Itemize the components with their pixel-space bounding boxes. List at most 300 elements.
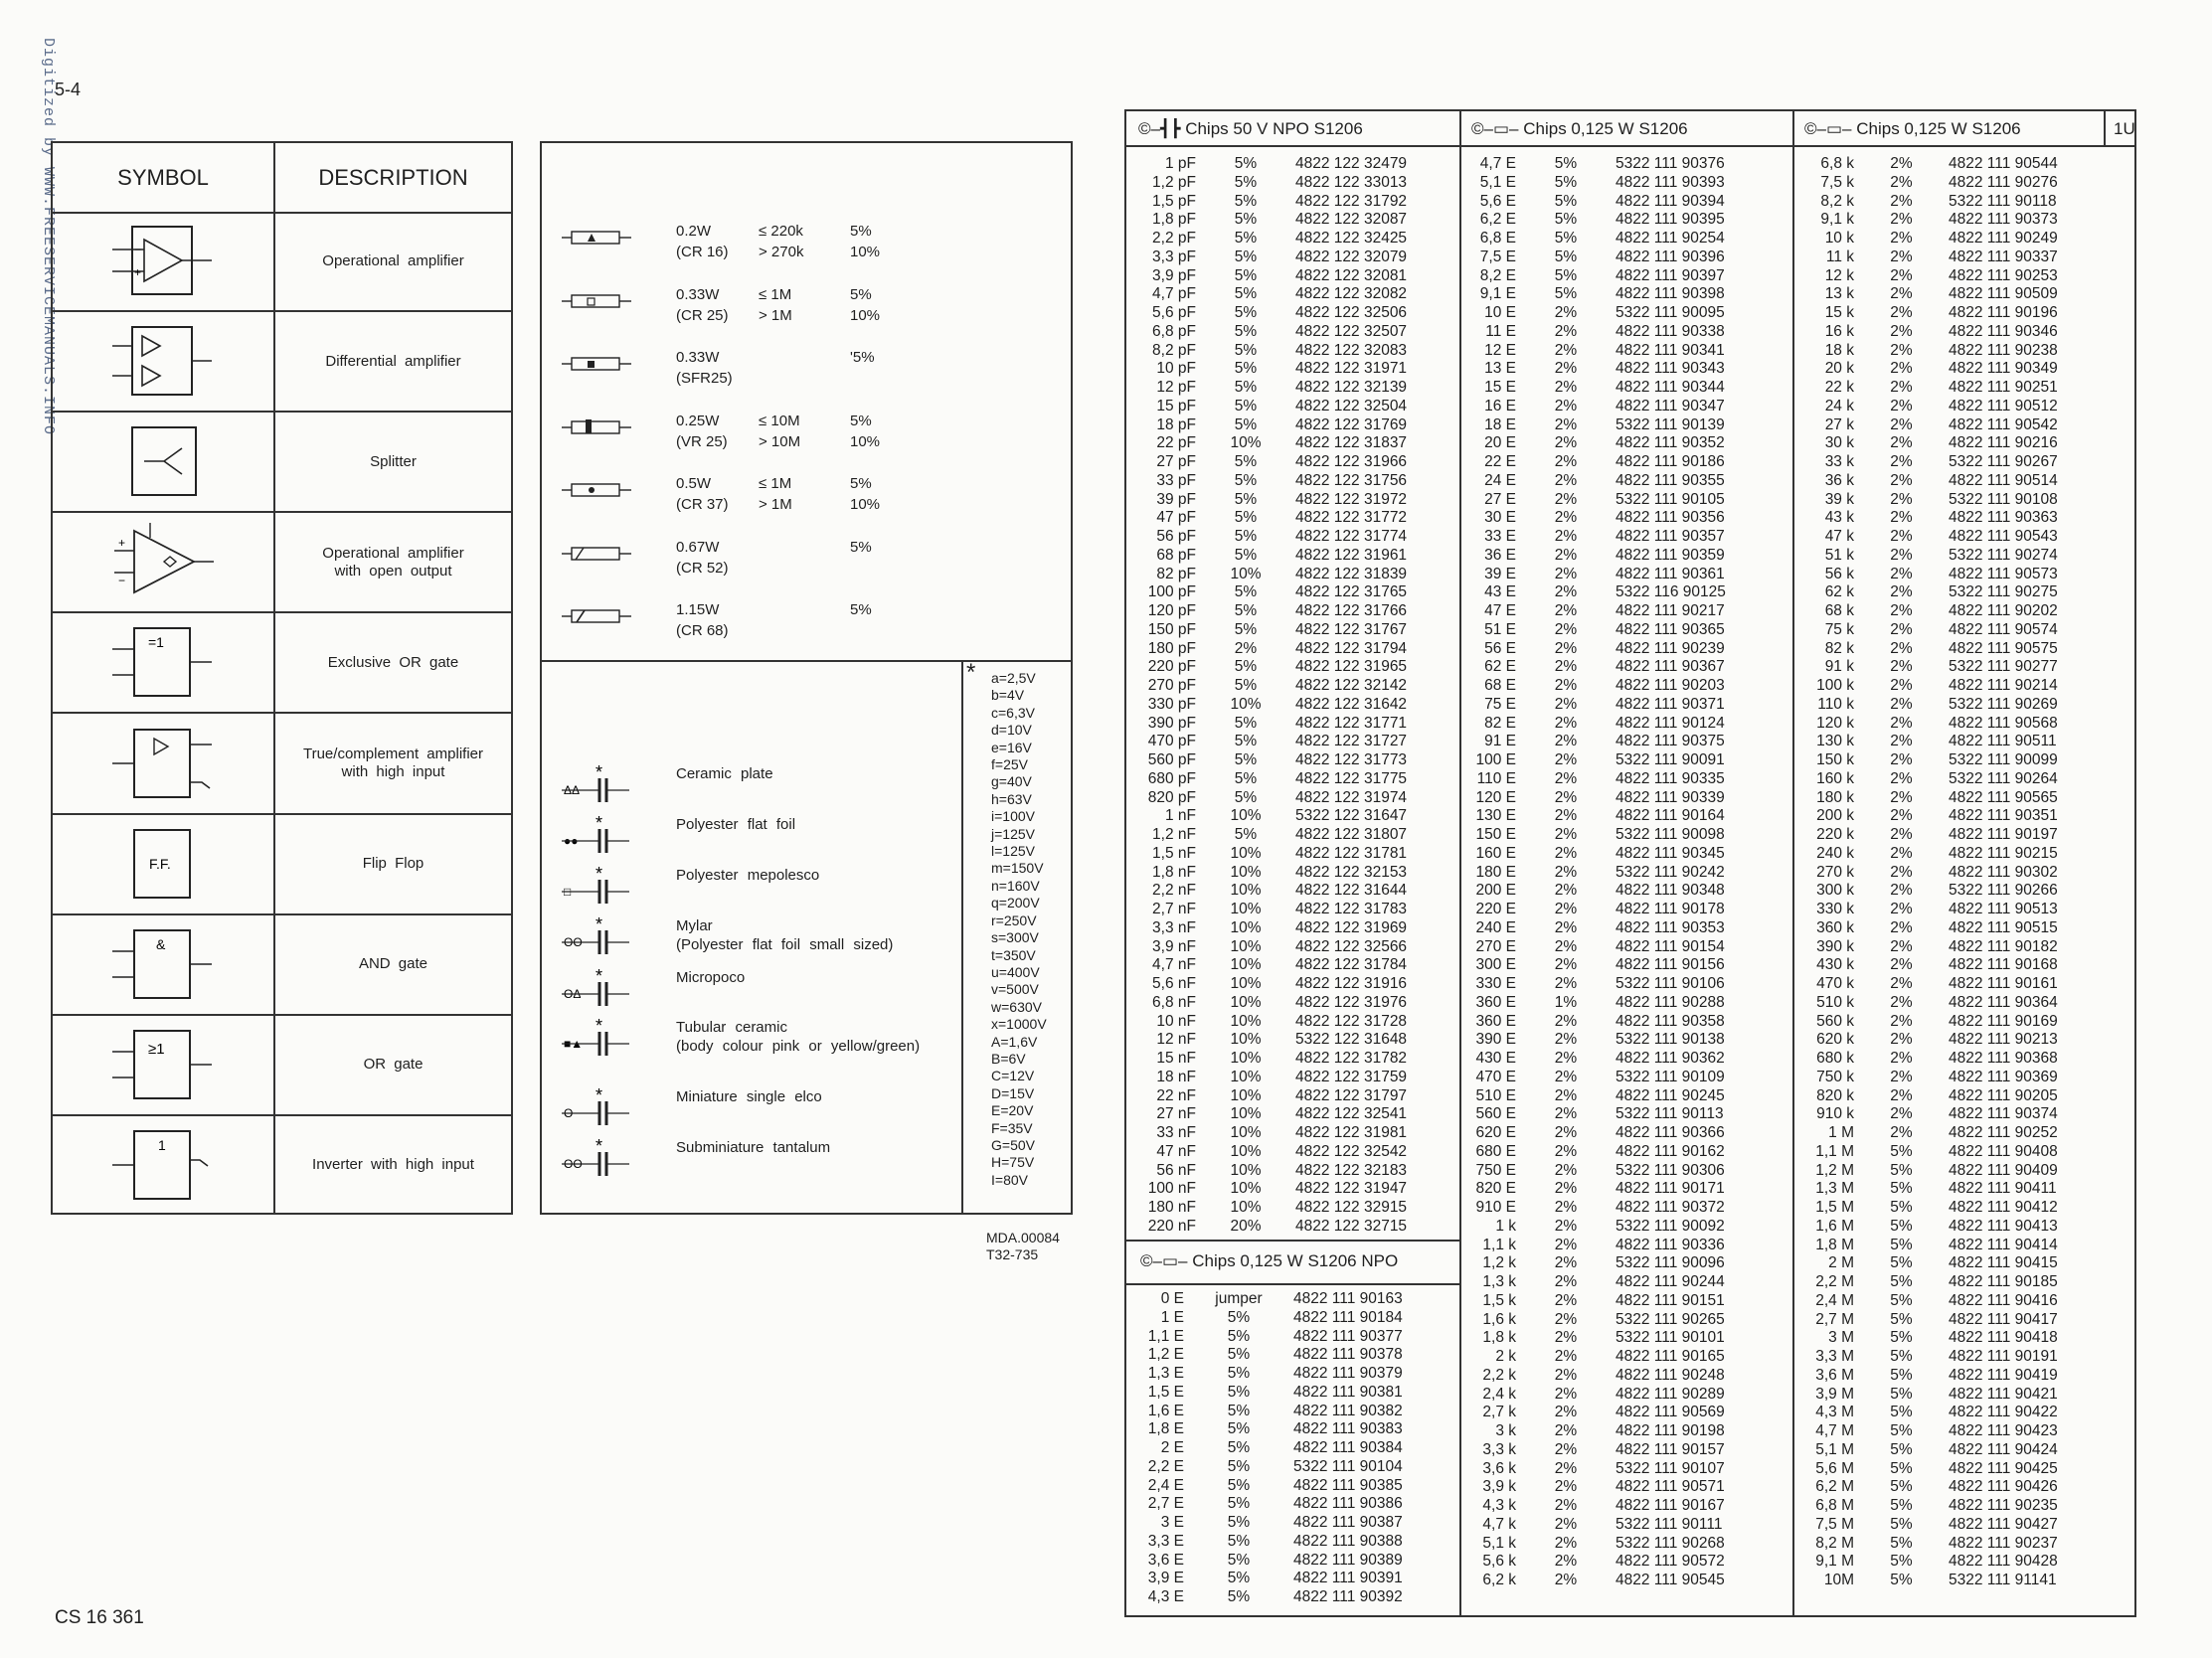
resistor-tolerance: 5% 10% <box>850 285 881 324</box>
part-code: 4822 111 90369 <box>1949 1068 2058 1085</box>
part-value: 43 k <box>1824 509 1854 527</box>
part-value: 33 E <box>1484 528 1516 545</box>
part-value: 10 E <box>1484 304 1516 321</box>
header-col2 <box>1471 119 1688 139</box>
part-row <box>1794 1162 2058 1181</box>
part-tolerance: 2% <box>1554 1366 1578 1384</box>
part-value: 2,7 M <box>1815 1310 1854 1328</box>
part-tolerance: 5% <box>1227 1514 1251 1531</box>
part-value: 3,6 M <box>1815 1366 1854 1384</box>
symbol-row <box>53 513 511 613</box>
voltage-code: C=12V <box>991 1068 1035 1084</box>
part-code: 4822 111 90378 <box>1293 1346 1403 1364</box>
part-tolerance: 10% <box>1230 1161 1262 1179</box>
part-code: 4822 111 90124 <box>1616 714 1725 732</box>
part-tolerance: 5% <box>1554 155 1578 172</box>
part-value: 430 E <box>1475 1050 1516 1067</box>
part-value: 2 M <box>1828 1254 1854 1272</box>
part-tolerance: 10% <box>1230 918 1262 936</box>
part-tolerance: 5% <box>1227 1420 1251 1438</box>
part-value: 1 M <box>1828 1124 1854 1141</box>
part-code: 4822 111 90543 <box>1949 528 2058 545</box>
part-tolerance: 2% <box>1890 360 1913 378</box>
symbol-column-header: SYMBOL <box>117 165 209 190</box>
part-value: 6,8 k <box>1820 155 1854 172</box>
symbol-description: AND gate <box>358 955 428 973</box>
part-value: 91 E <box>1484 733 1516 750</box>
part-code: 4822 111 90165 <box>1616 1348 1725 1365</box>
resistor-spec: 0.67W (CR 52) <box>676 538 729 577</box>
part-row <box>1794 285 2058 304</box>
part-code: 4822 122 32082 <box>1295 285 1408 303</box>
part-row <box>1126 1588 1403 1607</box>
part-code: 4822 122 31783 <box>1295 901 1408 917</box>
part-code: 4822 111 90371 <box>1616 695 1725 713</box>
part-row <box>1794 621 2058 640</box>
part-row <box>1126 1533 1403 1552</box>
part-code: 4822 122 31767 <box>1295 620 1408 638</box>
part-code: 4822 111 90423 <box>1949 1422 2058 1439</box>
part-row <box>1794 1050 2058 1069</box>
part-row <box>1126 919 1407 938</box>
part-tolerance: 2% <box>1554 1273 1578 1290</box>
voltage-code: t=350V <box>991 946 1036 963</box>
part-code: 4822 111 90361 <box>1616 565 1725 582</box>
part-row <box>1461 1105 1726 1124</box>
part-tolerance: 5% <box>1234 360 1258 378</box>
part-code: 4822 111 90163 <box>1293 1290 1403 1307</box>
part-row <box>1794 751 2058 770</box>
part-tolerance: 5% <box>1234 285 1258 303</box>
opamp-icon <box>92 222 232 301</box>
part-code: 4822 111 90542 <box>1949 415 2058 433</box>
part-value: 1,1 M <box>1815 1142 1854 1160</box>
part-value: 5,6 M <box>1815 1459 1854 1477</box>
part-code: 4822 111 90239 <box>1616 639 1725 657</box>
part-value: 240 E <box>1475 918 1516 936</box>
part-tolerance: 2% <box>1554 918 1578 936</box>
part-code: 4822 122 32566 <box>1295 937 1408 955</box>
part-value: 13 E <box>1484 360 1516 378</box>
part-tolerance: 10% <box>1230 434 1262 452</box>
part-code: 4822 111 90413 <box>1949 1217 2058 1235</box>
part-value: 130 E <box>1475 807 1516 825</box>
part-row <box>1461 1535 1726 1554</box>
part-tolerance: 5% <box>1890 1254 1913 1272</box>
part-value: 82 k <box>1824 639 1854 657</box>
part-tolerance: 2% <box>1554 1217 1578 1235</box>
part-code: 4822 111 90215 <box>1949 844 2058 862</box>
part-value: 27 k <box>1824 415 1854 433</box>
part-tolerance: 2% <box>1890 993 1913 1011</box>
part-code: 4822 111 90358 <box>1616 1012 1725 1030</box>
part-tolerance: 2% <box>1890 714 1913 732</box>
part-row <box>1461 1367 1726 1386</box>
part-row <box>1461 472 1726 491</box>
part-row <box>1126 583 1407 602</box>
part-code: 4822 111 90412 <box>1949 1199 2058 1216</box>
part-value: 1,5 M <box>1815 1199 1854 1216</box>
header-col3 <box>1804 119 2021 139</box>
part-tolerance: 2% <box>1554 1440 1578 1458</box>
part-code: 4822 111 90162 <box>1616 1142 1725 1160</box>
part-code: 4822 122 32081 <box>1295 266 1408 284</box>
part-value: 8,2 pF <box>1152 341 1196 359</box>
true-complement-amplifier-icon <box>92 725 232 804</box>
part-row <box>1126 1403 1403 1421</box>
symbol-table <box>51 141 513 1215</box>
part-value: 1,2 nF <box>1152 826 1196 843</box>
part-row <box>1794 975 2058 994</box>
part-code: 4822 111 90415 <box>1949 1254 2058 1272</box>
part-tolerance: 5% <box>1227 1365 1251 1382</box>
part-tolerance: 5% <box>1227 1495 1251 1513</box>
svg-text:□: □ <box>564 885 572 899</box>
part-row <box>1794 304 2058 323</box>
part-code: 4822 111 90339 <box>1616 788 1725 806</box>
part-tolerance: 5% <box>1890 1310 1913 1328</box>
part-value: 3,3 E <box>1147 1532 1184 1550</box>
part-code: 4822 111 90154 <box>1616 937 1725 955</box>
part-value: 560 pF <box>1147 751 1196 768</box>
part-row <box>1461 1031 1726 1050</box>
part-tolerance: 5% <box>1227 1308 1251 1326</box>
symbol-row <box>53 715 511 815</box>
part-code: 5322 111 90275 <box>1949 583 2058 601</box>
part-row <box>1794 1031 2058 1050</box>
part-tolerance: 2% <box>1554 695 1578 713</box>
resistor-list-b <box>1794 155 2058 1590</box>
part-row <box>1461 1311 1726 1330</box>
part-code: 4822 111 90398 <box>1616 285 1725 303</box>
part-tolerance: 2% <box>1890 471 1913 489</box>
part-tolerance: 10% <box>1230 844 1262 862</box>
part-tolerance: 5% <box>1234 211 1258 229</box>
part-row <box>1794 864 2058 883</box>
part-row <box>1794 770 2058 789</box>
part-tolerance: 5% <box>1234 714 1258 732</box>
part-tolerance: jumper <box>1215 1290 1263 1307</box>
part-row <box>1461 789 1726 808</box>
part-row <box>1794 1404 2058 1422</box>
resistor-tolerance: 5% <box>850 538 872 556</box>
voltage-code: c=6,3V <box>991 704 1035 721</box>
capacitor-label: Mylar (Polyester flat foil small sized) <box>676 917 894 953</box>
part-tolerance: 2% <box>1890 918 1913 936</box>
part-value: 8,2 E <box>1479 266 1516 284</box>
part-row <box>1461 566 1726 584</box>
part-row <box>1126 491 1407 510</box>
part-row <box>1126 509 1407 528</box>
part-row <box>1794 509 2058 528</box>
part-value: 5,6 k <box>1482 1553 1516 1571</box>
part-row <box>1794 826 2058 845</box>
part-code: 4822 111 90214 <box>1949 677 2058 694</box>
part-code: 4822 122 32139 <box>1295 379 1408 396</box>
part-code: 4822 111 90205 <box>1949 1086 2058 1104</box>
part-value: 68 E <box>1484 677 1516 694</box>
resistor-range: ≤ 1M > 1M <box>759 475 792 513</box>
part-code: 4822 111 90386 <box>1293 1495 1403 1513</box>
part-value: 4,7 pF <box>1152 285 1196 303</box>
part-row <box>1794 882 2058 901</box>
capacitor-label: Polyester mepolesco <box>676 867 820 884</box>
part-row <box>1794 1516 2058 1535</box>
part-row <box>1126 1218 1407 1237</box>
part-tolerance: 2% <box>1554 769 1578 787</box>
drawing-reference <box>986 1230 1060 1263</box>
symbol-row <box>53 915 511 1016</box>
part-tolerance: 2% <box>1890 620 1913 638</box>
part-value: 3,9 k <box>1482 1478 1516 1496</box>
col3-title: Chips 0,125 W S1206 <box>1856 119 2021 138</box>
part-value: 1,6 M <box>1815 1217 1854 1235</box>
part-row <box>1461 434 1726 453</box>
part-tolerance: 5% <box>1227 1551 1251 1569</box>
part-code: 5322 111 90113 <box>1616 1105 1724 1123</box>
svg-text:*: * <box>596 916 603 934</box>
svg-text:*: * <box>596 866 603 884</box>
part-tolerance: 2% <box>1890 322 1913 340</box>
part-value: 3,9 E <box>1147 1570 1184 1587</box>
part-code: 5322 111 90277 <box>1949 658 2058 676</box>
capacitor-list <box>1126 155 1407 1237</box>
part-tolerance: 2% <box>1234 639 1258 657</box>
part-value: 300 k <box>1816 882 1854 900</box>
part-code: 4822 122 31772 <box>1295 509 1408 527</box>
part-tolerance: 2% <box>1554 863 1578 881</box>
part-tolerance: 2% <box>1554 620 1578 638</box>
part-code: 4822 111 90568 <box>1949 714 2058 732</box>
part-value: 4,7 E <box>1479 155 1516 172</box>
voltage-code: f=25V <box>991 756 1028 773</box>
part-code: 4822 122 31981 <box>1295 1124 1408 1141</box>
part-value: 3 M <box>1828 1329 1854 1347</box>
part-value: 330 E <box>1475 975 1516 992</box>
part-row <box>1794 1535 2058 1554</box>
part-code: 4822 111 90252 <box>1949 1124 2058 1141</box>
part-tolerance: 5% <box>1554 266 1578 284</box>
part-code: 4822 111 90575 <box>1949 639 2058 657</box>
resistor-square-icon <box>562 288 641 318</box>
part-value: 3,3 M <box>1815 1348 1854 1365</box>
svg-text:*: * <box>596 815 603 833</box>
part-value: 1 pF <box>1164 155 1196 172</box>
part-value: 4,3 M <box>1815 1404 1854 1421</box>
part-tolerance: 2% <box>1890 863 1913 881</box>
part-row <box>1126 1069 1407 1087</box>
part-row <box>1126 1290 1403 1309</box>
symbol-description: OR gate <box>363 1056 424 1074</box>
part-row <box>1126 1365 1403 1384</box>
part-row <box>1126 1143 1407 1162</box>
part-row <box>1461 1050 1726 1069</box>
part-code: 4822 111 90424 <box>1949 1440 2058 1458</box>
part-tolerance: 2% <box>1890 173 1913 191</box>
part-tolerance: 2% <box>1554 583 1578 601</box>
part-tolerance: 10% <box>1230 1068 1262 1085</box>
svg-text:●●: ●● <box>564 834 579 848</box>
part-code: 4822 111 90425 <box>1949 1459 2058 1477</box>
part-tolerance: 5% <box>1890 1422 1913 1439</box>
part-code: 4822 111 90388 <box>1293 1532 1403 1550</box>
part-tolerance: 5% <box>1890 1553 1913 1571</box>
part-tolerance: 2% <box>1554 901 1578 917</box>
part-row <box>1461 1497 1726 1516</box>
part-row <box>1461 1069 1726 1087</box>
part-row <box>1461 155 1726 174</box>
part-value: 39 pF <box>1156 490 1196 508</box>
part-row <box>1126 621 1407 640</box>
part-value: 15 nF <box>1156 1050 1196 1067</box>
capacitor-chip-icon: ©–┫┣ <box>1138 119 1181 138</box>
part-row <box>1461 583 1726 602</box>
resistor-list-a <box>1461 155 1726 1590</box>
part-tolerance: 2% <box>1554 1515 1578 1533</box>
part-code: 4822 111 90345 <box>1616 844 1725 862</box>
part-tolerance: 2% <box>1890 1068 1913 1085</box>
part-code: 4822 122 32425 <box>1295 230 1408 247</box>
part-tolerance: 5% <box>1234 826 1258 843</box>
part-value: 39 k <box>1824 490 1854 508</box>
part-tolerance: 5% <box>1890 1161 1913 1179</box>
part-tolerance: 10% <box>1230 863 1262 881</box>
part-tolerance: 5% <box>1890 1478 1913 1496</box>
part-tolerance: 5% <box>1234 490 1258 508</box>
voltage-code: a=2,5V <box>991 670 1036 686</box>
part-row <box>1126 826 1407 845</box>
part-row <box>1126 715 1407 734</box>
part-row <box>1794 491 2058 510</box>
voltage-code: D=15V <box>991 1084 1035 1101</box>
part-value: 6,8 E <box>1479 230 1516 247</box>
part-tolerance: 2% <box>1554 714 1578 732</box>
part-code: 4822 111 90359 <box>1616 546 1725 564</box>
part-value: 51 k <box>1824 546 1854 564</box>
part-code: 4822 111 90249 <box>1949 230 2058 247</box>
part-tolerance: 5% <box>1890 1572 1913 1588</box>
part-tolerance: 2% <box>1554 397 1578 414</box>
part-value: 1,2 pF <box>1152 173 1196 191</box>
part-tolerance: 5% <box>1227 1383 1251 1401</box>
part-row <box>1461 975 1726 994</box>
part-value: 22 nF <box>1156 1086 1196 1104</box>
part-row <box>1794 155 2058 174</box>
part-code: 4822 122 32715 <box>1295 1217 1408 1235</box>
subheader-title <box>1140 1251 1398 1271</box>
part-code: 4822 122 32504 <box>1295 397 1408 414</box>
part-row <box>1794 398 2058 416</box>
part-row <box>1461 285 1726 304</box>
part-code: 4822 122 31797 <box>1295 1086 1408 1104</box>
part-tolerance: 5% <box>1234 230 1258 247</box>
part-tolerance: 2% <box>1554 1422 1578 1439</box>
part-row <box>1794 789 2058 808</box>
part-code: 4822 111 90373 <box>1949 211 2058 229</box>
part-code: 5322 111 90139 <box>1616 415 1725 433</box>
part-value: 820 E <box>1475 1180 1516 1198</box>
part-value: 82 E <box>1484 714 1516 732</box>
part-tolerance: 5% <box>1554 248 1578 265</box>
part-value: 2,7 k <box>1482 1404 1516 1421</box>
part-row <box>1461 621 1726 640</box>
part-tolerance: 2% <box>1554 1572 1578 1588</box>
resistor-slash-icon <box>562 541 641 571</box>
part-value: 2,4 E <box>1147 1476 1184 1494</box>
part-value: 1,8 E <box>1147 1420 1184 1438</box>
part-code: 4822 111 90363 <box>1949 509 2058 527</box>
part-tolerance: 2% <box>1554 882 1578 900</box>
part-value: 6,8 pF <box>1152 322 1196 340</box>
part-code: 5322 111 90109 <box>1616 1068 1725 1085</box>
part-value: 51 E <box>1484 620 1516 638</box>
part-value: 120 pF <box>1147 602 1196 619</box>
part-code: 5322 111 90105 <box>1616 490 1725 508</box>
capacitor-row <box>542 1087 959 1131</box>
part-tolerance: 5% <box>1234 769 1258 787</box>
part-value: 13 k <box>1824 285 1854 303</box>
part-tolerance: 2% <box>1554 602 1578 619</box>
part-row <box>1461 1199 1726 1218</box>
part-row <box>1126 1346 1403 1365</box>
part-value: 15 E <box>1484 379 1516 396</box>
part-value: 510 E <box>1475 1086 1516 1104</box>
part-tolerance: 5% <box>1890 1199 1913 1216</box>
part-code: 4822 111 90513 <box>1949 901 2058 917</box>
document-code: CS 16 361 <box>55 1607 144 1628</box>
resistor-spec: 1.15W (CR 68) <box>676 601 729 639</box>
part-tolerance: 2% <box>1554 1385 1578 1403</box>
part-code: 4822 122 31756 <box>1295 471 1408 489</box>
part-value: 43 E <box>1484 583 1516 601</box>
part-code: 5322 111 90264 <box>1949 769 2058 787</box>
part-code: 4822 111 90157 <box>1616 1440 1725 1458</box>
part-row <box>1461 696 1726 715</box>
part-code: 4822 111 90197 <box>1949 826 2058 843</box>
part-row <box>1794 379 2058 398</box>
part-code: 5322 111 90096 <box>1616 1254 1725 1272</box>
part-tolerance: 10% <box>1230 1105 1262 1123</box>
part-value: 110 k <box>1817 695 1854 713</box>
part-value: 20 k <box>1824 360 1854 378</box>
voltage-code: n=160V <box>991 877 1040 894</box>
part-code: 4822 111 90237 <box>1949 1534 2058 1552</box>
part-value: 510 k <box>1816 993 1854 1011</box>
part-tolerance: 2% <box>1890 211 1913 229</box>
part-tolerance: 2% <box>1554 565 1578 582</box>
part-value: 200 E <box>1475 882 1516 900</box>
part-code: 4822 111 90572 <box>1616 1553 1725 1571</box>
part-row <box>1461 509 1726 528</box>
part-value: 20 E <box>1484 434 1516 452</box>
part-row <box>1126 1309 1403 1328</box>
part-value: 30 E <box>1484 509 1516 527</box>
part-value: 1 nF <box>1164 807 1196 825</box>
part-value: 3,6 E <box>1147 1551 1184 1569</box>
part-value: 100 nF <box>1147 1180 1196 1198</box>
part-code: 4822 122 31974 <box>1295 788 1408 806</box>
part-code: 4822 111 90355 <box>1616 471 1725 489</box>
part-value: 22 k <box>1824 379 1854 396</box>
part-tolerance: 5% <box>1890 1385 1913 1403</box>
part-value: 18 nF <box>1156 1068 1196 1085</box>
part-code: 4822 111 90178 <box>1616 901 1725 917</box>
flip-flop-icon <box>92 825 232 905</box>
part-row <box>1461 1237 1726 1255</box>
part-tolerance: 2% <box>1890 788 1913 806</box>
part-value: 68 pF <box>1156 546 1196 564</box>
part-code: 5322 111 90106 <box>1616 975 1725 992</box>
